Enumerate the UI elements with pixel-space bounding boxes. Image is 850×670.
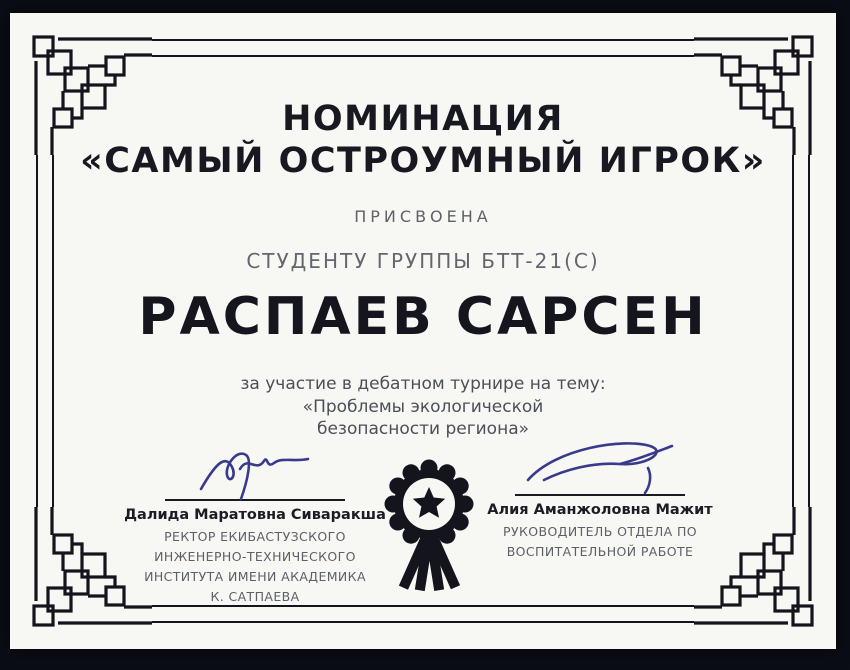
signatory-role-line: К. САТПАЕВА — [210, 589, 300, 604]
signatory-name-right: Алия Аманжоловна Мажит — [487, 502, 713, 518]
signature-scribble-left — [185, 441, 325, 503]
award-reason-line: «Проблемы экологической — [302, 396, 544, 417]
signatory-block-right — [450, 434, 750, 562]
recipient-name: РАСПАЕВ САРСЕН — [138, 287, 708, 347]
award-reason-line: безопасности региона» — [316, 419, 530, 439]
signatory-role-line: ИНЖЕНЕРНО-ТЕХНИЧЕСКОГО — [154, 549, 356, 564]
signatory-role-left — [105, 527, 405, 607]
signatory-name-left: Далида Маратовна Сиваракша — [124, 507, 386, 523]
nomination-subtitle: «САМЫЙ ОСТРОУМНЫЙ ИГРОК» — [80, 141, 766, 181]
awarded-label: ПРИСВОЕНА — [354, 207, 492, 226]
signatory-role-line: ВОСПИТАТЕЛЬНОЙ РАБОТЕ — [506, 544, 694, 559]
award-reason — [10, 373, 836, 441]
award-reason-line: за участие в дебатном турнире на тему: — [240, 374, 606, 394]
certificate-paper — [10, 13, 836, 649]
signature-scribble-right — [515, 434, 685, 496]
signatory-role-right — [450, 522, 750, 562]
signatory-role-line: РУКОВОДИТЕЛЬ ОТДЕЛА ПО — [503, 524, 697, 539]
signatory-role-line: ИНСТИТУТА ИМЕНИ АКАДЕМИКА — [144, 569, 366, 584]
recipient-group: СТУДЕНТУ ГРУППЫ БТТ-21(С) — [246, 249, 600, 273]
signatory-block-left — [105, 441, 405, 607]
nomination-title: НОМИНАЦИЯ — [282, 99, 564, 139]
signatory-role-line: РЕКТОР ЕКИБАСТУЗСКОГО — [164, 529, 346, 544]
